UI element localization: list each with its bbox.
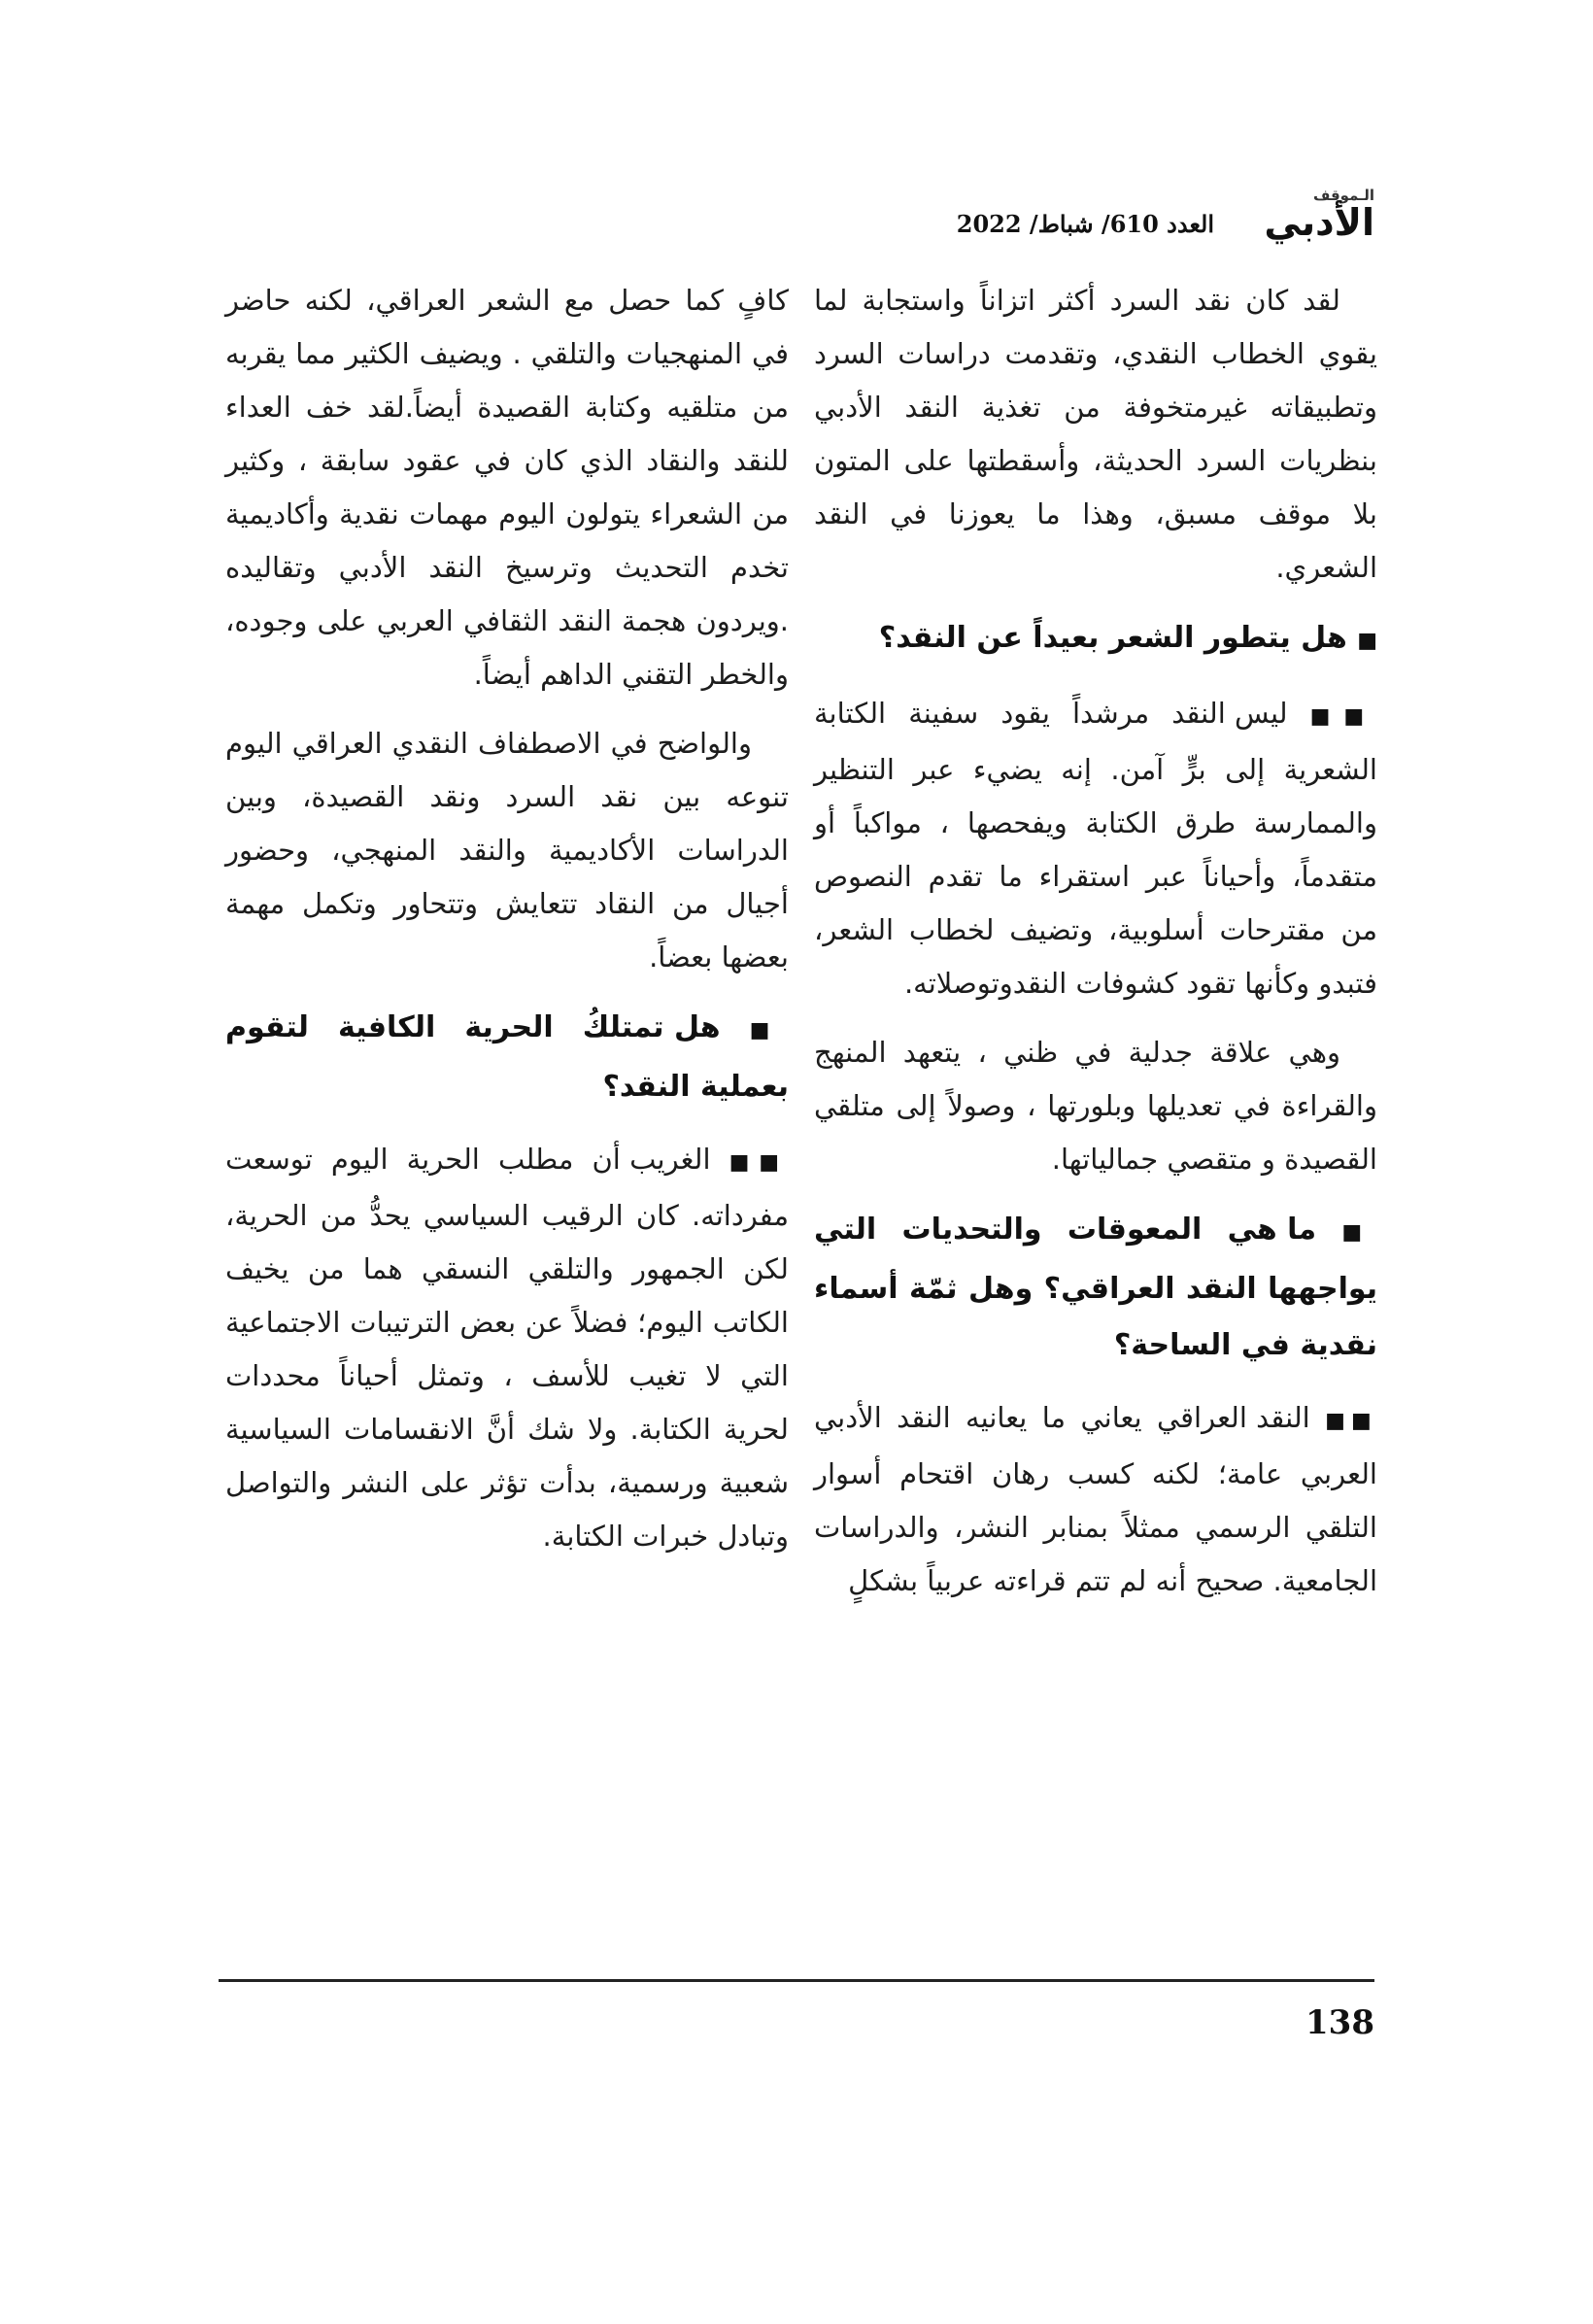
paragraph: كافٍ كما حصل مع الشعر العراقي، لكنه حاضر في المنهجيات والتلقي . ويضيف الكثير مما يقربه من متلقيه وكتابة القصيدة أيضاً.لقد خف العداء للنقد والنقاد الذي كان في عقود سابقة ، وكثير من الشعراء يتولون اليوم مهمات نقدية وأكاديمية تخدم التحديث وترسيخ النقد الأدبي وتقاليده .ويردون هجمة النقد الثقافي العربي على وجوده، والخطر التقني الداهم أيضاً. xyxy=(225,284,789,691)
question-marker-icon: ■ xyxy=(1357,629,1377,653)
answer-paragraph xyxy=(814,687,1377,1010)
paragraph: وهي علاقة جدلية في ظني ، يتعهد المنهج والقراءة في تعديلها وبلورتها ، وصولاً إلى متلقي القصيدة و متقصي جمالياتها. xyxy=(814,1036,1377,1176)
logo-small-text: الـموقف xyxy=(1312,187,1374,204)
magazine-logo xyxy=(1238,187,1374,247)
question-marker-icon: ■ xyxy=(1341,1220,1377,1245)
answer-paragraph xyxy=(814,1391,1377,1608)
page-number: 138 xyxy=(1305,2003,1374,2042)
answer-text: النقد العراقي يعاني ما يعانيه النقد الأدبي العربي عامة؛ لكنه كسب رهان اقتحام أسوار التلقي الرسمي ممثلاً بمنابر النشر، والدراسات الجامعية. صحيح أنه لم تتم قراءته عربياً بشكلٍ xyxy=(814,1401,1377,1597)
answer-marker-icon: ■■ xyxy=(729,1150,789,1175)
issue-info: العدد 610/ شباط/ 2022 xyxy=(956,210,1214,238)
paragraph: لقد كان نقد السرد أكثر اتزاناً واستجابة لما يقوي الخطاب النقدي، وتقدمت دراسات السرد وتطبيقاته غيرمتخوفة من تغذية النقد الأدبي بنظريات السرد الحديثة، وأسقطتها على المتون بلا موقف مسبق، وهذا ما يعوزنا في النقد الشعري. xyxy=(814,284,1377,584)
question-text: هل يتطور الشعر بعيداً عن النقد؟ xyxy=(878,621,1347,655)
question-marker-icon: ■ xyxy=(749,1018,789,1042)
question-heading xyxy=(814,1202,1377,1374)
answer-marker-icon: ■■ xyxy=(1309,704,1377,729)
answer-paragraph xyxy=(225,1133,789,1563)
paragraph: والواضح في الاصطفاف النقدي العراقي اليوم تنوعه بين نقد السرد ونقد القصيدة، وبين الدراسات الأكاديمية والنقد المنهجي، وحضور أجيال من النقاد تتعايش وتتحاور وتكمل مهمة بعضها بعضاً. xyxy=(225,727,789,974)
answer-text: ليس النقد مرشداً يقود سفينة الكتابة الشعرية إلى برٍّ آمن. إنه يضيء عبر التنظير والممارسة طرق الكتابة ويفحصها ، مواكباً أو متقدماً، وأحياناً عبر استقراء ما تقدم النصوص من مقترحات أسلوبية، وتضيف لخطاب الشعر، فتبدو وكأنها تقود كشوفات النقدوتوصلاته. xyxy=(814,697,1377,1000)
question-heading xyxy=(225,1000,789,1115)
page-header xyxy=(219,177,1374,253)
logo-big-text: الأدبي xyxy=(1264,201,1374,244)
footer-divider xyxy=(219,1979,1374,1982)
question-text: هل تمتلكُ الحرية الكافية لتقوم بعملية النقد؟ xyxy=(225,1010,789,1104)
question-text: ما هي المعوقات والتحديات التي يواجهها النقد العراقي؟ وهل ثمّة أسماء نقدية في الساحة؟ xyxy=(814,1213,1377,1362)
left-column xyxy=(225,274,789,1579)
answer-marker-icon: ■■ xyxy=(1325,1409,1378,1433)
answer-text: الغريب أن مطلب الحرية اليوم توسعت مفرداته. كان الرقيب السياسي يحدُّ من الحرية، لكن الجمهور والتلقي النسقي هما من يخيف الكاتب اليوم؛ فضلاً عن بعض الترتيبات الاجتماعية التي لا تغيب للأسف ، وتمثل أحياناً محددات لحرية الكتابة. ولا شك أنَّ الانقسامات السياسية شعبية ورسمية، بدأت تؤثر على النشر والتواصل وتبادل خبرات الكتابة. xyxy=(225,1143,789,1553)
right-column xyxy=(814,274,1377,1623)
question-heading xyxy=(814,610,1377,669)
